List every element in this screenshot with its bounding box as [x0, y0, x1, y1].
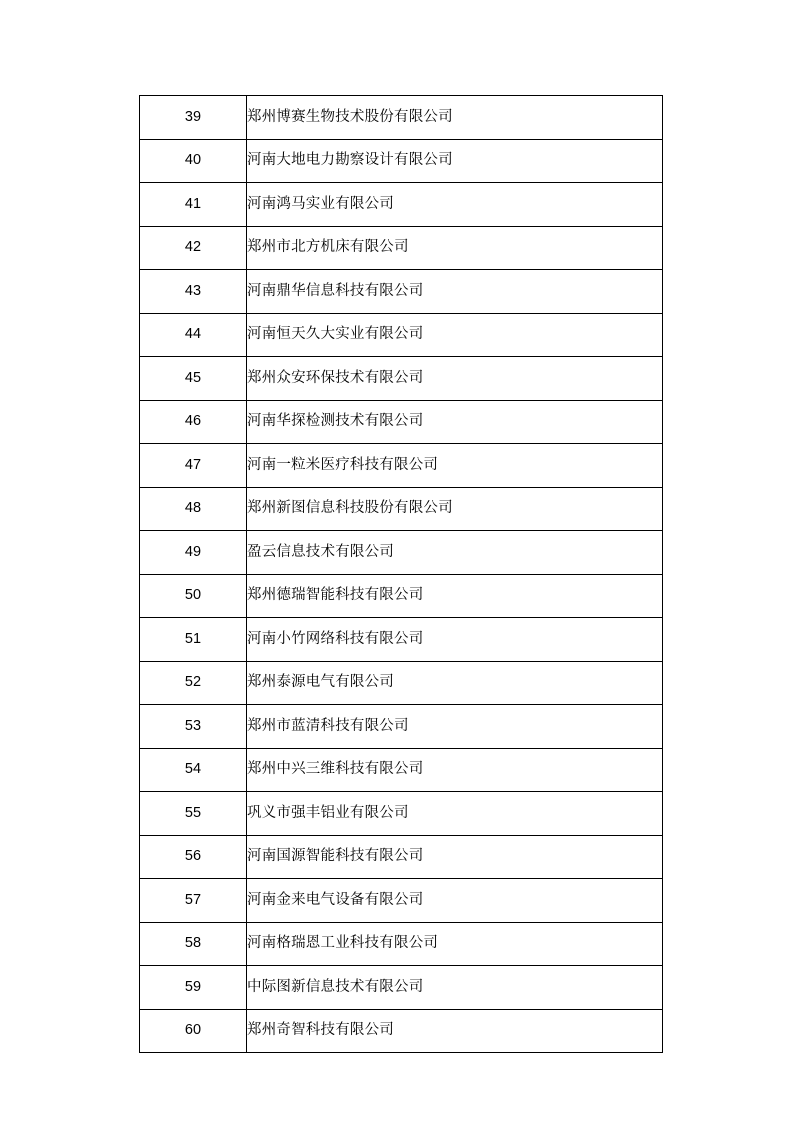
row-index-cell: 45 [140, 357, 247, 401]
table-row [140, 618, 663, 662]
table-row [140, 705, 663, 749]
row-index-cell: 48 [140, 487, 247, 531]
row-index-cell: 51 [140, 618, 247, 662]
row-index-cell: 58 [140, 922, 247, 966]
row-index-cell: 41 [140, 183, 247, 227]
table-row [140, 1009, 663, 1053]
company-name-cell: 郑州众安环保技术有限公司 [247, 357, 663, 401]
row-index-cell: 46 [140, 400, 247, 444]
row-index-cell: 60 [140, 1009, 247, 1053]
row-index-cell: 55 [140, 792, 247, 836]
company-name-cell: 盈云信息技术有限公司 [247, 531, 663, 575]
company-name-cell: 郑州奇智科技有限公司 [247, 1009, 663, 1053]
table-row [140, 835, 663, 879]
company-name-cell: 河南华探检测技术有限公司 [247, 400, 663, 444]
row-index-cell: 49 [140, 531, 247, 575]
table-row [140, 183, 663, 227]
table-row [140, 444, 663, 488]
row-index-cell: 39 [140, 96, 247, 140]
row-index-cell: 43 [140, 270, 247, 314]
company-name-cell: 河南国源智能科技有限公司 [247, 835, 663, 879]
row-index-cell: 44 [140, 313, 247, 357]
table-body [140, 96, 663, 1053]
table-row [140, 879, 663, 923]
company-name-cell: 河南格瑞恩工业科技有限公司 [247, 922, 663, 966]
table-row [140, 574, 663, 618]
company-name-cell: 河南大地电力勘察设计有限公司 [247, 139, 663, 183]
company-name-cell: 河南小竹网络科技有限公司 [247, 618, 663, 662]
row-index-cell: 52 [140, 661, 247, 705]
company-name-cell: 河南鸿马实业有限公司 [247, 183, 663, 227]
table-row [140, 748, 663, 792]
company-name-cell: 河南鼎华信息科技有限公司 [247, 270, 663, 314]
company-name-cell: 郑州博赛生物技术股份有限公司 [247, 96, 663, 140]
company-name-cell: 河南金来电气设备有限公司 [247, 879, 663, 923]
table-row [140, 139, 663, 183]
row-index-cell: 50 [140, 574, 247, 618]
row-index-cell: 59 [140, 966, 247, 1010]
table-row [140, 792, 663, 836]
table-row [140, 357, 663, 401]
company-name-cell: 河南一粒米医疗科技有限公司 [247, 444, 663, 488]
company-list-table [139, 95, 663, 1053]
row-index-cell: 42 [140, 226, 247, 270]
table-row [140, 531, 663, 575]
table-row [140, 966, 663, 1010]
table-row [140, 922, 663, 966]
company-name-cell: 巩义市强丰铝业有限公司 [247, 792, 663, 836]
company-name-cell: 郑州市蓝清科技有限公司 [247, 705, 663, 749]
company-name-cell: 中际图新信息技术有限公司 [247, 966, 663, 1010]
row-index-cell: 53 [140, 705, 247, 749]
company-name-cell: 郑州泰源电气有限公司 [247, 661, 663, 705]
company-name-cell: 郑州德瑞智能科技有限公司 [247, 574, 663, 618]
table-row [140, 226, 663, 270]
row-index-cell: 56 [140, 835, 247, 879]
table-row [140, 313, 663, 357]
row-index-cell: 57 [140, 879, 247, 923]
company-list-table-wrapper [139, 95, 660, 1053]
company-name-cell: 郑州中兴三维科技有限公司 [247, 748, 663, 792]
company-name-cell: 郑州市北方机床有限公司 [247, 226, 663, 270]
table-row [140, 487, 663, 531]
table-row [140, 400, 663, 444]
row-index-cell: 40 [140, 139, 247, 183]
company-name-cell: 河南恒天久大实业有限公司 [247, 313, 663, 357]
table-row [140, 270, 663, 314]
table-row [140, 661, 663, 705]
table-row [140, 96, 663, 140]
row-index-cell: 47 [140, 444, 247, 488]
company-name-cell: 郑州新图信息科技股份有限公司 [247, 487, 663, 531]
row-index-cell: 54 [140, 748, 247, 792]
